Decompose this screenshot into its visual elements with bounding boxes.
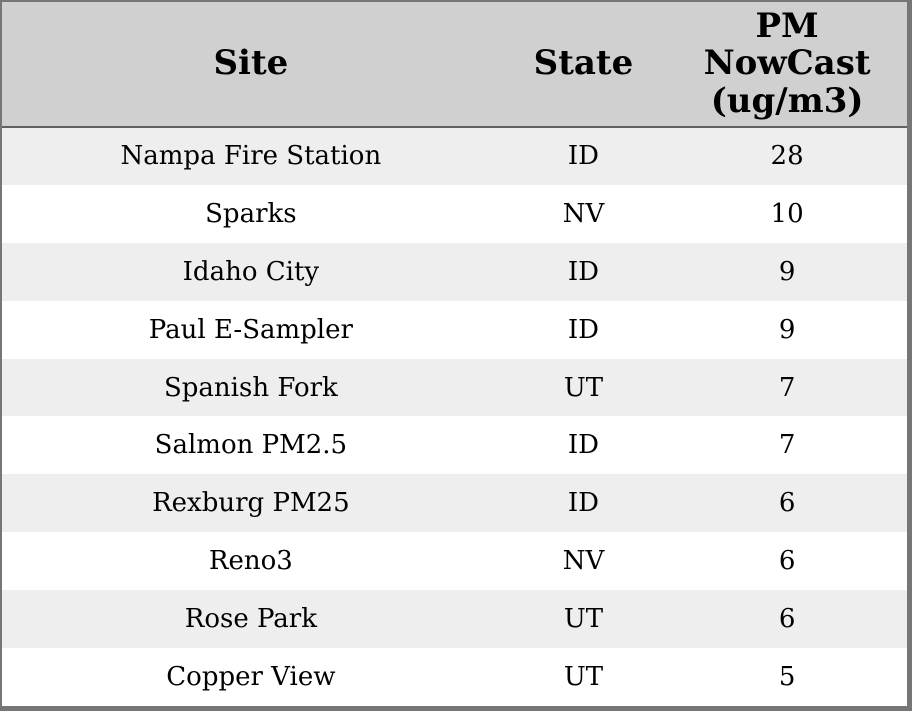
site-cell: Rexburg PM25 xyxy=(152,488,350,519)
table-body xyxy=(2,127,907,706)
state-cell: UT xyxy=(563,662,604,692)
table-row xyxy=(2,532,907,590)
column-header-site xyxy=(2,2,500,127)
site-cell: Copper View xyxy=(166,662,336,692)
pm-nowcast-cell: 28 xyxy=(770,141,804,172)
state-cell: ID xyxy=(567,141,600,172)
table-row xyxy=(2,185,907,243)
state-cell: UT xyxy=(563,604,604,635)
pm-nowcast-cell: 9 xyxy=(778,314,796,345)
pm-nowcast-cell: 6 xyxy=(778,488,796,519)
table-row xyxy=(2,359,907,417)
table-row xyxy=(2,127,907,185)
column-header-state xyxy=(500,2,667,127)
site-cell: Spanish Fork xyxy=(163,372,338,403)
table-row xyxy=(2,416,907,474)
site-cell: Salmon PM2.5 xyxy=(154,430,348,461)
column-header-pm-line-2: NowCast xyxy=(703,43,871,84)
site-cell: Sparks xyxy=(205,198,297,229)
column-header-state-label: State xyxy=(533,43,634,84)
site-cell: Reno3 xyxy=(208,546,293,577)
site-cell: Nampa Fire Station xyxy=(120,141,382,172)
table-header xyxy=(2,2,907,127)
column-header-site-label: Site xyxy=(213,43,289,84)
header-row xyxy=(2,2,907,127)
state-cell: ID xyxy=(567,488,600,519)
pm-nowcast-cell: 5 xyxy=(778,662,796,692)
pm-nowcast-cell: 7 xyxy=(778,430,796,461)
table-row xyxy=(2,243,907,301)
pm-nowcast-sites-table xyxy=(2,2,907,706)
state-cell: NV xyxy=(562,546,605,577)
pm-nowcast-cell: 9 xyxy=(778,256,796,287)
state-cell: ID xyxy=(567,314,600,345)
pm-nowcast-cell: 10 xyxy=(770,198,804,229)
column-header-pm-line-1: PM xyxy=(755,5,819,46)
state-cell: ID xyxy=(567,256,600,287)
state-cell: ID xyxy=(567,430,600,461)
pm-nowcast-cell: 7 xyxy=(778,372,796,403)
state-cell: NV xyxy=(562,198,605,229)
table-row xyxy=(2,590,907,648)
site-cell: Idaho City xyxy=(182,256,320,287)
pm-nowcast-cell: 6 xyxy=(778,604,796,635)
state-cell: UT xyxy=(563,372,604,403)
table-row xyxy=(2,301,907,359)
column-header-pm-nowcast xyxy=(667,2,907,127)
table-row xyxy=(2,648,907,706)
site-cell: Paul E-Sampler xyxy=(148,314,353,345)
site-cell: Rose Park xyxy=(184,604,317,635)
column-header-pm-line-3: (ug/m3) xyxy=(710,80,864,121)
table-row xyxy=(2,474,907,532)
pm-nowcast-cell: 6 xyxy=(778,546,796,577)
